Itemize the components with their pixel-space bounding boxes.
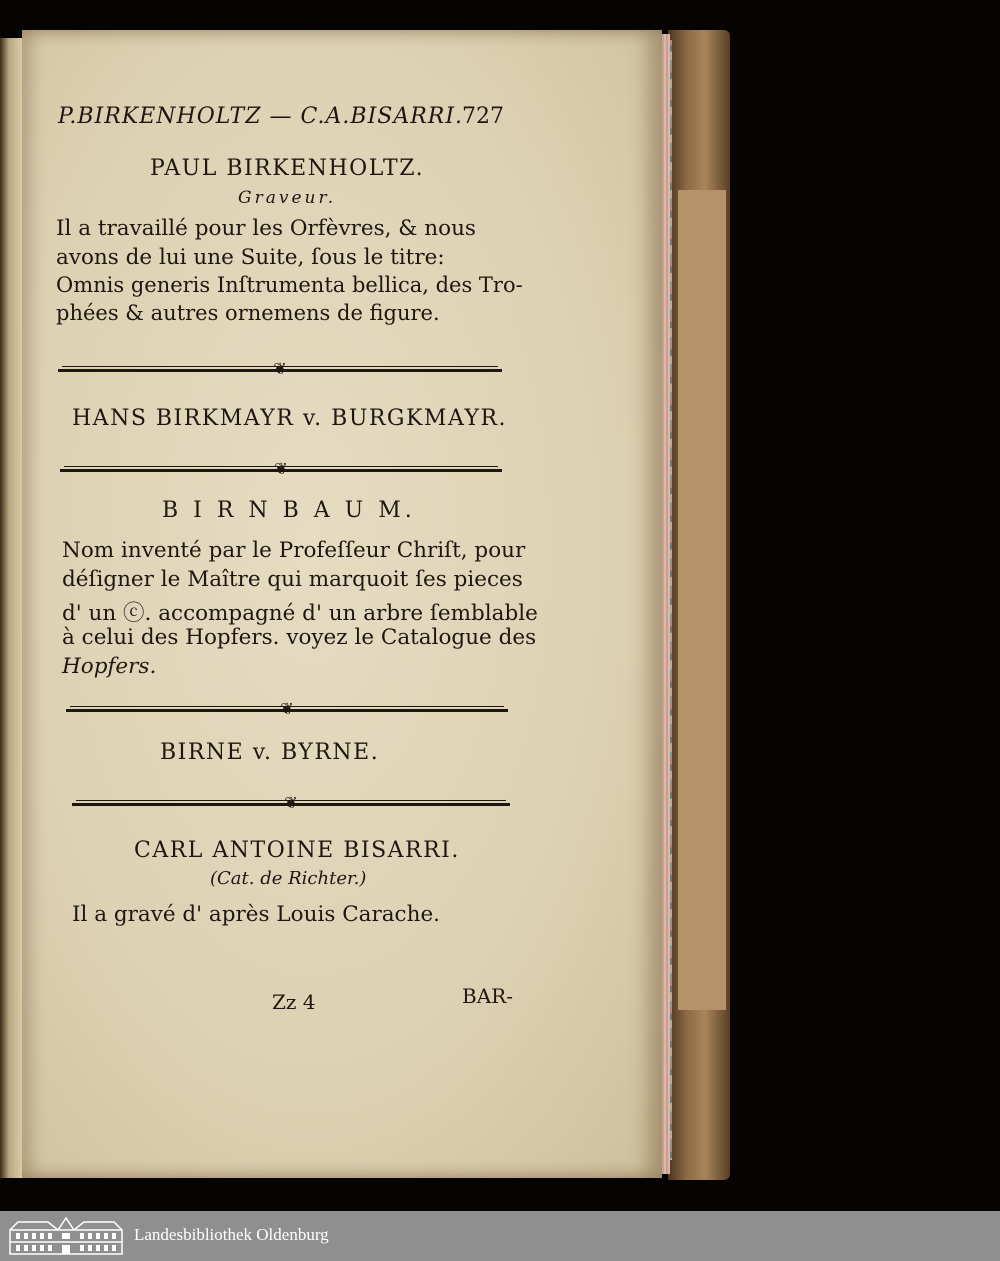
entry-title: CARL ANTOINE BISARRI. [134,838,460,863]
page-number: 727 [462,104,504,129]
ornamental-rule: ❦ [72,800,510,808]
entry-text-line: à celui des Hopfers. voyez le Catalogue des [62,625,537,650]
entry-title: HANS BIRKMAYR v. BURGKMAYR. [72,406,508,431]
ornamental-rule: ❦ [60,466,502,474]
library-name: Landesbibliothek Oldenburg [134,1225,329,1244]
ornamental-rule: ❦ [58,366,502,374]
entry-text-line: Il a travaillé pour les Orfèvres, & nous [56,216,476,241]
ornamental-rule: ❦ [66,706,508,714]
cover-leather-patch [678,190,726,1010]
library-building-icon [8,1216,124,1256]
footer-bar [0,1211,1000,1261]
entry-text-line: Il a gravé d' après Louis Carache. [72,902,440,927]
catchword: BAR- [462,984,513,1008]
signature-mark: Zz 4 [272,990,316,1014]
adjacent-page-edge [0,38,22,1178]
entry-title: PAUL BIRKENHOLTZ. [150,156,425,181]
entry-text-line: Nom inventé par le Profeſſeur Chriſt, pour [62,538,526,563]
entry-text-line: phées & autres ornemens de figure. [56,301,440,325]
entry-text-line: avons de lui une Suite, ſous le titre: [56,245,445,270]
entry-text-line: Omnis generis Inſtrumenta bellica, des Tro- [56,273,523,297]
running-head: P.BIRKENHOLTZ — C.A.BISARRI. [58,104,464,129]
entry-subtitle: (Cat. de Richter.) [210,868,367,889]
entry-text-line: d' un ⓒ. accompagné d' un arbre ſemblable [62,601,538,626]
entry-title: B I R N B A U M. [162,498,416,523]
entry-subtitle: Graveur. [238,188,337,208]
entry-title: BIRNE v. BYRNE. [160,740,380,765]
entry-text-line: déſigner le Maître qui marquoit ſes pieces [62,567,523,592]
entry-text-line: Hopfers. [62,654,157,679]
